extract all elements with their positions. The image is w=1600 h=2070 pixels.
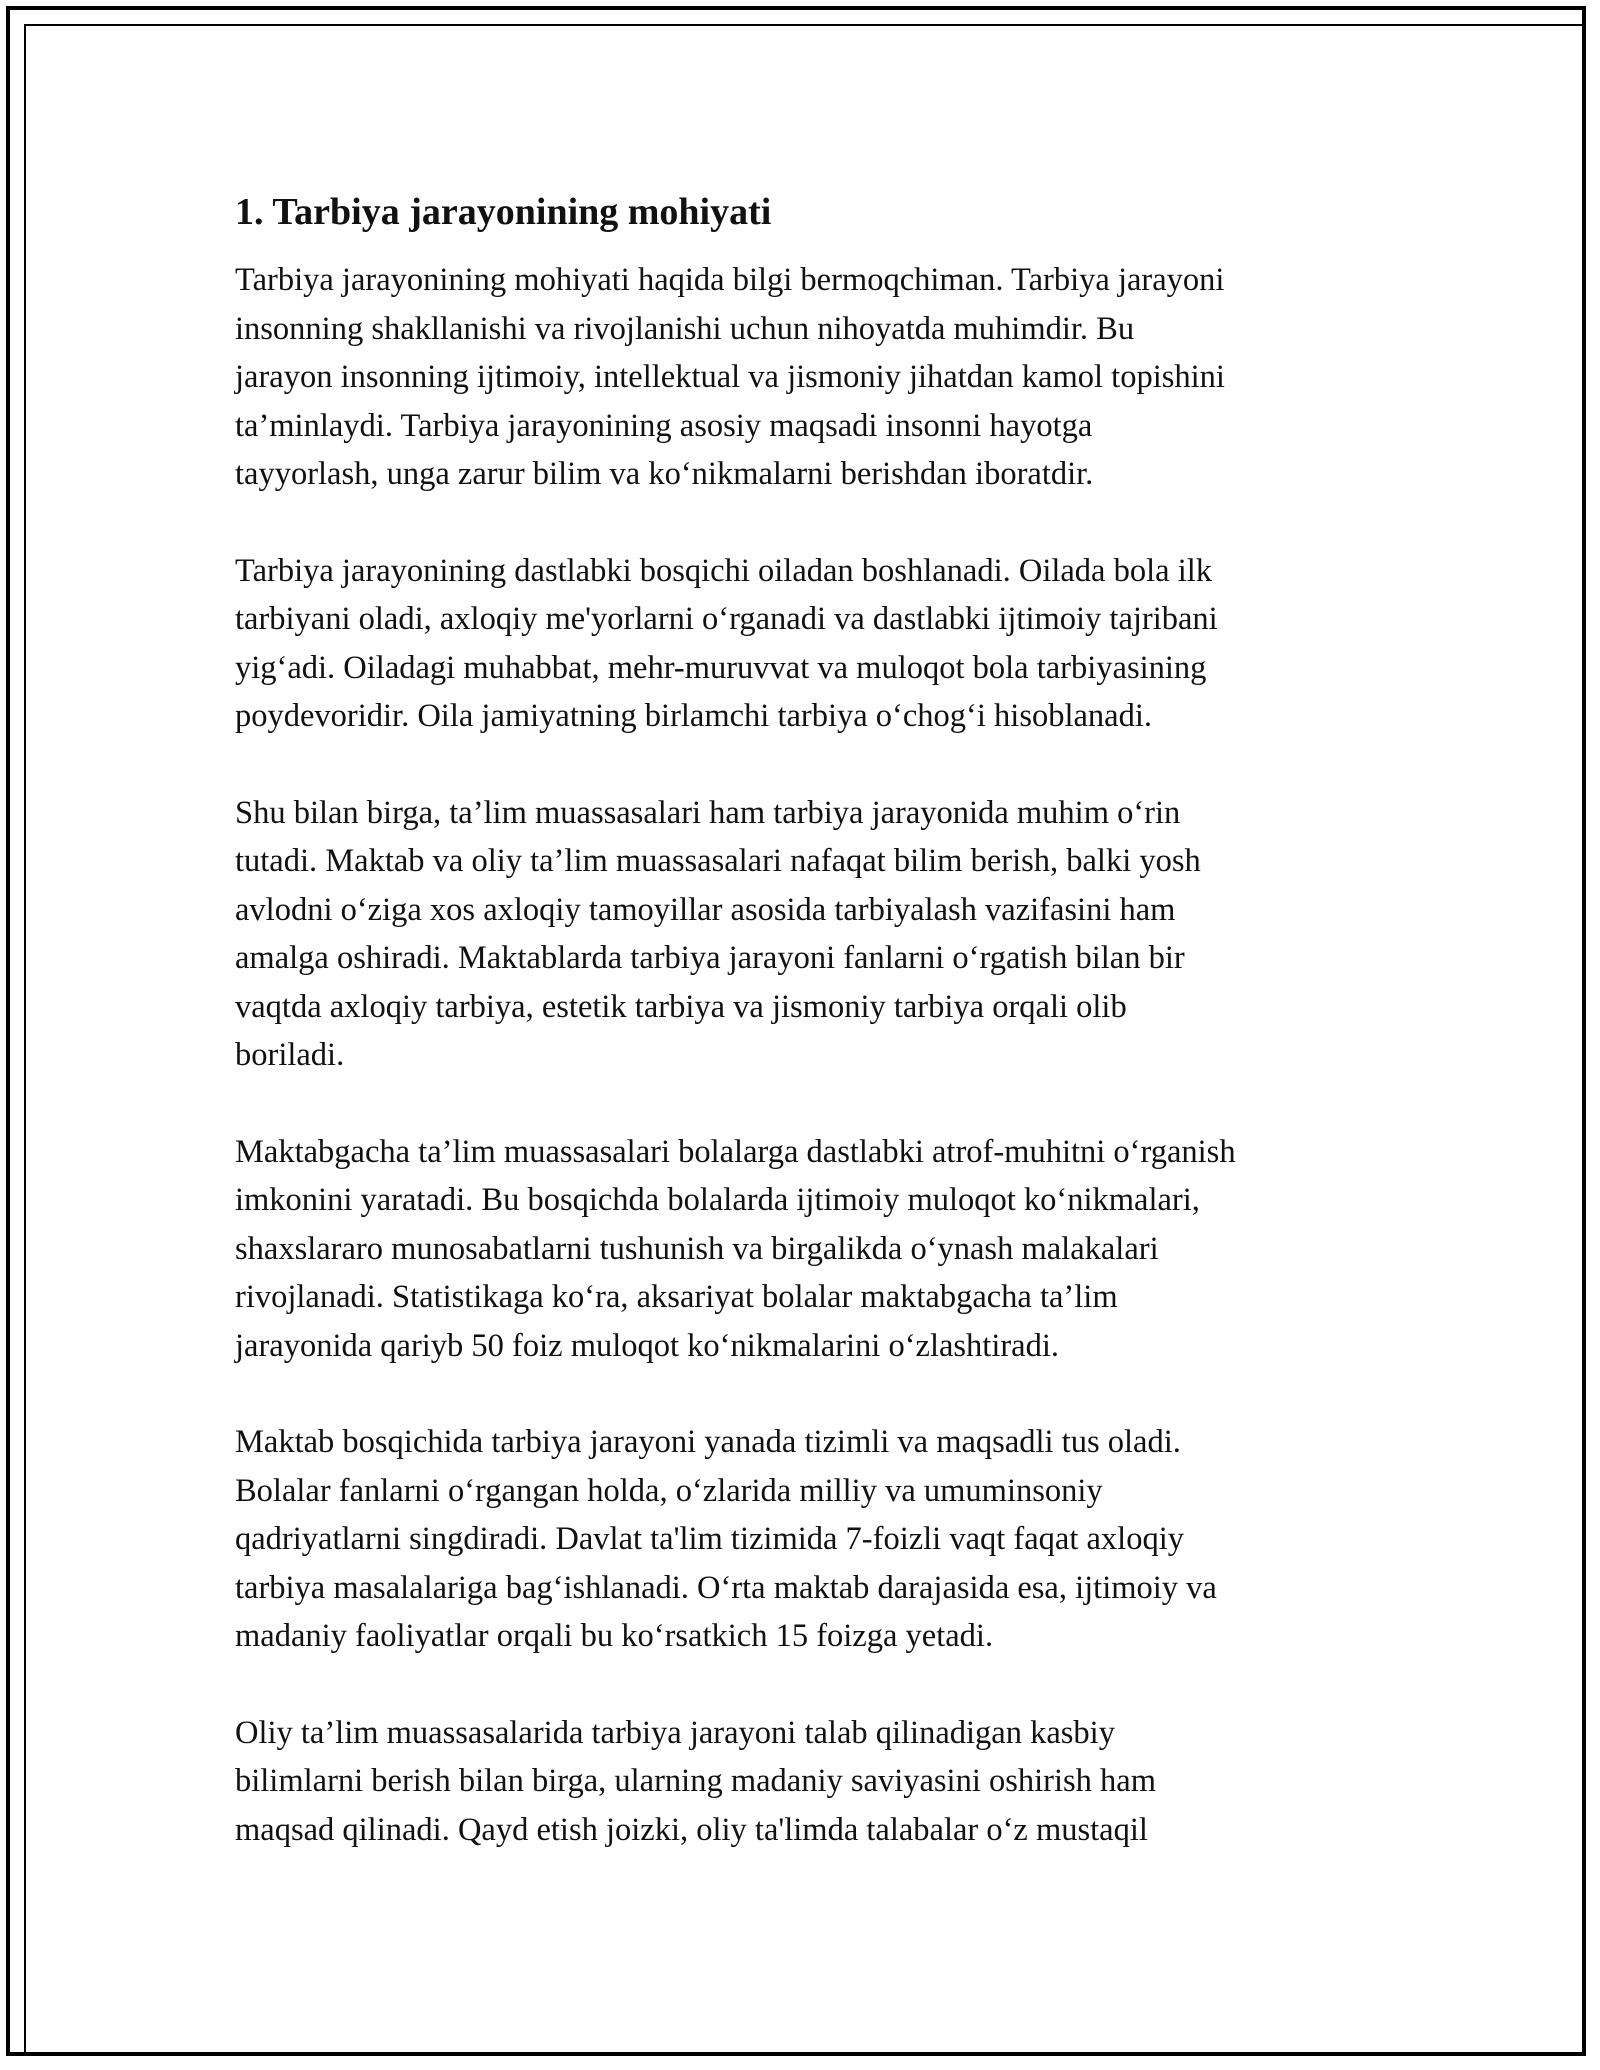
- text-line: Shu bilan birga, ta’lim muassasalari ham tarbiya jarayonida muhim o‘rin: [235, 794, 1181, 831]
- text-line: avlodni o‘ziga xos axloqiy tamoyillar asosida tarbiyalash vazifasini ham: [235, 891, 1176, 928]
- text-line: Tarbiya jarayonining dastlabki bosqichi oiladan boshlanadi. Oilada bola ilk: [235, 552, 1212, 589]
- text-line: Bolalar fanlarni o‘rgangan holda, o‘zlarida milliy va umuminsoniy: [235, 1472, 1103, 1509]
- text-line: vaqtda axloqiy tarbiya, estetik tarbiya va jismoniy tarbiya orqali olib: [235, 988, 1127, 1025]
- text-line: jarayonida qariyb 50 foiz muloqot ko‘nikmalarini o‘zlashtiradi.: [235, 1327, 1060, 1364]
- document-body: [235, 186, 1375, 1902]
- paragraph-2: [235, 547, 1375, 741]
- text-line: tarbiya masalalariga bag‘ishlanadi. O‘rta maktab darajasida esa, ijtimoiy va: [235, 1569, 1217, 1606]
- text-line: madaniy faoliyatlar orqali bu ko‘rsatkich 15 foizga yetadi.: [235, 1618, 994, 1654]
- text-line: yig‘adi. Oiladagi muhabbat, mehr-muruvvat va muloqot bola tarbiyasining: [235, 649, 1207, 686]
- text-line: tarbiyani oladi, axloqiy me'yorlarni o‘rganadi va dastlabki ijtimoiy tajribani: [235, 601, 1218, 637]
- section-heading: 1. Tarbiya jarayonining mohiyati: [235, 191, 772, 233]
- text-line: tutadi. Maktab va oliy ta’lim muassasalari nafaqat bilim berish, balki yosh: [235, 843, 1201, 879]
- text-line: insonning shakllanishi va rivojlanishi uchun nihoyatda muhimdir. Bu: [235, 310, 1135, 347]
- text-line: bilimlarni berish bilan birga, ularning madaniy saviyasini oshirish ham: [235, 1763, 1156, 1799]
- text-line: boriladi.: [235, 1037, 345, 1073]
- text-line: poydevoridir. Oila jamiyatning birlamchi tarbiya o‘chog‘i hisoblanadi.: [235, 698, 1152, 734]
- paragraph-4: [235, 1128, 1375, 1371]
- text-line: rivojlanadi. Statistikaga ko‘ra, aksariyat bolalar maktabgacha ta’lim: [235, 1279, 1118, 1315]
- paragraph-3: [235, 789, 1375, 1080]
- text-line: ta’minlaydi. Tarbiya jarayonining asosiy maqsadi insonni hayotga: [235, 407, 1093, 444]
- paragraph-6: [235, 1709, 1375, 1855]
- text-line: jarayon insonning ijtimoiy, intellektual va jismoniy jihatdan kamol topishini: [235, 359, 1225, 395]
- text-line: tayyorlash, unga zarur bilim va ko‘nikmalarni berishdan iboratdir.: [235, 456, 1094, 492]
- text-line: amalga oshiradi. Maktablarda tarbiya jarayoni fanlarni o‘rgatish bilan bir: [235, 940, 1185, 976]
- text-line: maqsad qilinadi. Qayd etish joizki, oliy ta'limda talabalar o‘z mustaqil: [235, 1811, 1148, 1848]
- text-line: Oliy ta’lim muassasalarida tarbiya jarayoni talab qilinadigan kasbiy: [235, 1714, 1115, 1751]
- text-line: qadriyatlarni singdiradi. Davlat ta'lim tizimida 7-foizli vaqt faqat axloqiy: [235, 1521, 1184, 1557]
- paragraph-1: [235, 256, 1375, 499]
- text-line: Tarbiya jarayonining mohiyati haqida bilgi bermoqchiman. Tarbiya jarayoni: [235, 262, 1225, 298]
- text-line: Maktabgacha ta’lim muassasalari bolalarga dastlabki atrof-muhitni o‘rganish: [235, 1133, 1236, 1170]
- text-line: shaxslararo munosabatlarni tushunish va birgalikda o‘ynash malakalari: [235, 1230, 1159, 1267]
- text-line: Maktab bosqichida tarbiya jarayoni yanada tizimli va maqsadli tus oladi.: [235, 1424, 1181, 1460]
- paragraph-5: [235, 1418, 1375, 1661]
- text-line: imkonini yaratadi. Bu bosqichda bolalarda ijtimoiy muloqot ko‘nikmalari,: [235, 1182, 1200, 1218]
